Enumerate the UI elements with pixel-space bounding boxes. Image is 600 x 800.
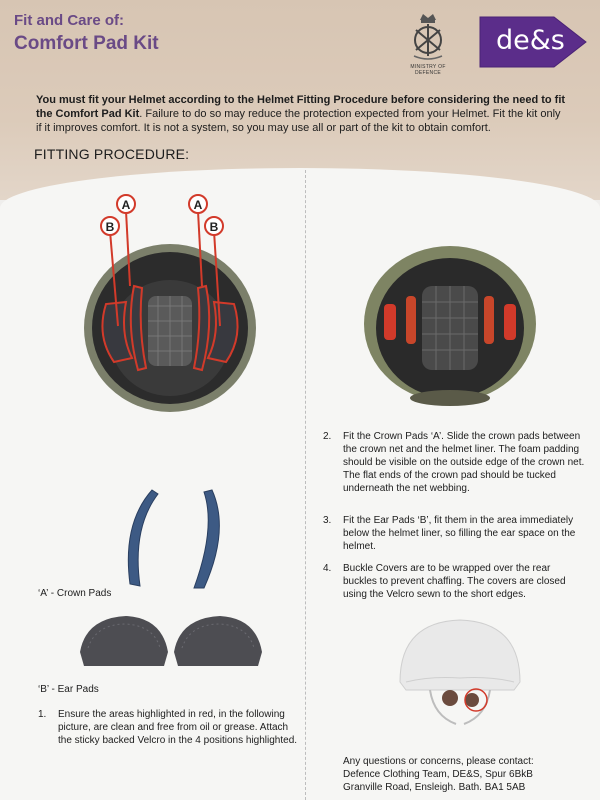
step-2-number: 2. xyxy=(323,431,332,442)
step-3 xyxy=(323,514,585,554)
ear-pads-label: ‘B’ - Ear Pads xyxy=(38,684,99,695)
callout-b-left: B xyxy=(105,220,115,234)
step-3-number: 3. xyxy=(323,515,332,526)
mod-caption: MINISTRY OF DEFENCE xyxy=(410,64,446,76)
callout-a-left: A xyxy=(121,198,131,212)
step-4 xyxy=(323,562,585,602)
column-divider xyxy=(305,170,307,800)
page-title: Comfort Pad Kit xyxy=(14,33,159,54)
step-4-text: Buckle Covers are to be wrapped over the rear buckles to prevent chaffing. The covers are closed using the Velcro sewn to the short edges. xyxy=(343,563,566,600)
step-4-number: 4. xyxy=(323,563,332,574)
helmet-interior-image xyxy=(80,186,280,416)
section-title: FITTING PROCEDURE: xyxy=(34,146,190,162)
des-logo xyxy=(476,13,588,71)
title-small: Fit and Care of: xyxy=(14,12,125,29)
step-1-text: Ensure the areas highlighted in red, in the following picture, are clean and free from oil or grease. Attach the sticky backed Velcro in the 4 positions highlighted. xyxy=(58,709,298,746)
contact-line-1: Any questions or concerns, please contact: xyxy=(343,756,534,767)
helmet-side-image xyxy=(390,612,530,732)
crown-pads-label: ‘A’ - Crown Pads xyxy=(38,588,112,599)
helmet-fitted-image xyxy=(350,232,550,412)
mod-crest-icon xyxy=(406,10,450,64)
step-2-text: Fit the Crown Pads ‘A’. Slide the crown pads between the crown net and the helmet liner. The foam padding should be visible on the outside edge of the crown net. The flat ends of the crown pad should be tucked underneath the net webbing. xyxy=(343,431,585,494)
callout-a-right: A xyxy=(193,198,203,212)
intro-regular: . Failure to do so may reduce the protection expected from your Helmet. Fit the kit only if it improves comfort. It is not a system, so you may use all or part of the kit to obtain comfort. xyxy=(36,108,561,134)
step-1 xyxy=(38,708,303,760)
mod-crest xyxy=(398,10,458,80)
intro-paragraph xyxy=(36,93,566,135)
step-2 xyxy=(323,430,585,500)
contact-line-2: Defence Clothing Team, DE&S, Spur 6BkB xyxy=(343,769,533,780)
crown-pads-image xyxy=(112,484,242,594)
intro-bold: You must fit your Helmet according to the Helmet Fitting Procedure before considering the need to fit the Comfort Pad Kit xyxy=(36,94,566,120)
callout-b-right: B xyxy=(209,220,219,234)
contact-line-3: Granville Road, Ensleigh. Bath. BA1 5AB xyxy=(343,782,526,793)
des-logo-text: de&s xyxy=(496,25,565,56)
step-3-text: Fit the Ear Pads ‘B’, fit them in the area immediately below the helmet liner, so filling the ear space on the helmet. xyxy=(343,515,576,552)
step-1-number: 1. xyxy=(38,709,47,720)
contact-block xyxy=(343,755,593,794)
ear-pads-image xyxy=(76,608,266,674)
